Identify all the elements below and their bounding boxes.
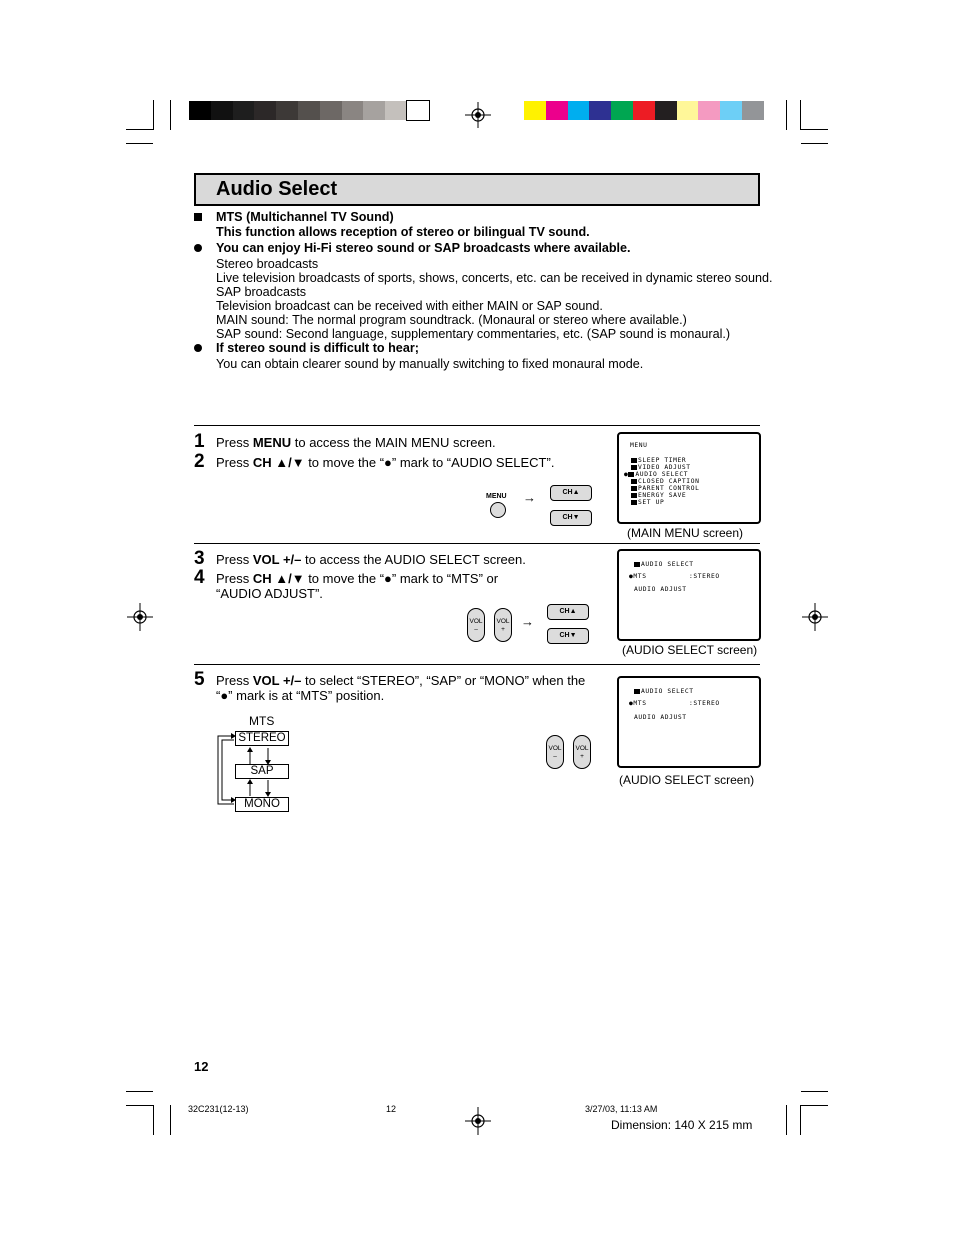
- color-swatch: [189, 101, 211, 120]
- menu-item-icon: [631, 500, 637, 505]
- mts-row: ●MTS: [629, 573, 647, 580]
- intro-line: Television broadcast can be received with either MAIN or SAP sound.: [216, 299, 603, 313]
- color-swatch: [546, 101, 568, 120]
- mts-value: :STEREO: [689, 573, 720, 580]
- color-swatch: [742, 101, 764, 120]
- step-text-continued: “AUDIO ADJUST”.: [216, 586, 323, 601]
- registration-mark-right-icon: [800, 603, 830, 631]
- registration-mark-left-icon: [125, 603, 155, 631]
- color-swatch: [524, 101, 546, 120]
- menu-item: SET UP: [631, 499, 664, 506]
- menu-item-icon: [631, 486, 637, 491]
- color-swatch: [233, 101, 255, 120]
- menu-item: ENERGY SAVE: [631, 492, 686, 499]
- registration-mark-bottom-icon: [463, 1107, 493, 1135]
- color-swatch: [655, 101, 677, 120]
- step-number: 1: [194, 431, 205, 452]
- registration-mark-top-icon: [463, 102, 493, 128]
- intro-line: Stereo broadcasts: [216, 257, 319, 271]
- main-menu-screen: [617, 432, 761, 524]
- arrow-right-icon: →: [523, 490, 536, 505]
- audio-icon: [634, 689, 640, 694]
- color-swatch: [589, 101, 611, 120]
- screen-title: MENU: [630, 442, 648, 449]
- menu-item-icon: [631, 465, 637, 470]
- audio-icon: [634, 562, 640, 567]
- step-number: 5: [194, 669, 205, 690]
- color-swatch: [276, 101, 298, 120]
- menu-button[interactable]: [490, 502, 506, 518]
- footer-center-number: 12: [386, 1104, 397, 1114]
- color-swatch: [633, 101, 655, 120]
- color-swatch: [568, 101, 590, 120]
- main-menu-caption: (MAIN MENU screen): [627, 526, 744, 540]
- mts-option-sap: SAP: [235, 764, 289, 779]
- dot-bullet-icon: [194, 244, 202, 252]
- page-title-box: [194, 173, 760, 206]
- menu-item: PARENT CONTROL: [631, 485, 699, 492]
- mts-description: This function allows reception of stereo or bilingual TV sound.: [216, 225, 590, 239]
- audio-select-screen: [617, 549, 761, 641]
- color-swatch: [320, 101, 342, 120]
- color-swatch: [698, 101, 720, 120]
- menu-item-selected: ● AUDIO SELECT: [624, 471, 689, 478]
- screen-title: AUDIO SELECT: [634, 561, 694, 568]
- screen-title: AUDIO SELECT: [634, 688, 694, 695]
- step-text: Press MENU to access the MAIN MENU screen.: [216, 435, 496, 450]
- color-swatch: [298, 101, 320, 120]
- selection-dot-icon: ●: [624, 471, 629, 478]
- vol-minus-button[interactable]: VOL –: [467, 608, 485, 642]
- color-swatch: [407, 101, 429, 120]
- ch-up-button[interactable]: CH▲: [547, 604, 589, 620]
- step-text: Press VOL +/– to access the AUDIO SELECT screen.: [216, 552, 526, 567]
- color-swatch: [254, 101, 276, 120]
- color-swatch: [611, 101, 633, 120]
- file-code: 32C231(12-13): [188, 1104, 249, 1114]
- dot-bullet-icon: [194, 344, 202, 352]
- step-number: 3: [194, 548, 205, 569]
- section-divider: [194, 425, 760, 426]
- step-number: 2: [194, 451, 205, 472]
- mts-cycle-arrows-icon: [212, 732, 292, 812]
- ch-down-button[interactable]: CH▼: [547, 628, 589, 644]
- step-number: 4: [194, 567, 205, 588]
- ch-up-button[interactable]: CH▲: [550, 485, 592, 501]
- audio-select-caption: (AUDIO SELECT screen): [619, 773, 755, 787]
- mts-heading: MTS (Multichannel TV Sound): [216, 210, 394, 224]
- menu-item: CLOSED CAPTION: [631, 478, 699, 485]
- step-text: Press CH ▲/▼ to move the “●” mark to “AUDIO SELECT”.: [216, 455, 555, 470]
- section-divider: [194, 664, 760, 665]
- step-text: Press CH ▲/▼ to move the “●” mark to “MTS” or: [216, 571, 499, 586]
- intro-line: SAP sound: Second language, supplementary commentaries, etc. (SAP sound is monaural.): [216, 327, 731, 341]
- difficult-description: You can obtain clearer sound by manually switching to fixed monaural mode.: [216, 357, 644, 371]
- menu-button-label: MENU: [486, 493, 507, 500]
- color-swatch: [211, 101, 233, 120]
- step-text-continued: “●” mark is at “MTS” position.: [216, 688, 385, 703]
- ch-down-button[interactable]: CH▼: [550, 510, 592, 526]
- audio-select-screen: [617, 676, 761, 768]
- arrow-right-icon: →: [521, 614, 534, 629]
- menu-item: VIDEO ADJUST: [631, 464, 691, 471]
- menu-item-icon: [631, 479, 637, 484]
- dimension-text: Dimension: 140 X 215 mm: [611, 1118, 753, 1132]
- menu-item-icon: [628, 472, 634, 477]
- difficult-bullet-text: If stereo sound is difficult to hear;: [216, 341, 419, 355]
- menu-item: SLEEP TIMER: [631, 457, 686, 464]
- color-swatch: [720, 101, 742, 120]
- intro-line: Live television broadcasts of sports, shows, concerts, etc. can be received in dynamic stereo sound.: [216, 271, 773, 285]
- intro-line: MAIN sound: The normal program soundtrack. (Monaural or stereo where available.): [216, 313, 687, 327]
- color-swatch: [677, 101, 699, 120]
- mts-value: :STEREO: [689, 700, 720, 707]
- vol-minus-button[interactable]: VOL –: [546, 735, 564, 769]
- section-divider: [194, 543, 760, 544]
- page-title: Audio Select: [216, 178, 338, 200]
- step-text: Press VOL +/– to select “STEREO”, “SAP” or “MONO” when the: [216, 673, 586, 688]
- page-number: 12: [194, 1059, 209, 1074]
- selection-dot-icon: ●: [629, 573, 634, 580]
- mts-option-stereo: STEREO: [235, 731, 289, 746]
- timestamp: 3/27/03, 11:13 AM: [585, 1104, 658, 1114]
- selection-dot-icon: ●: [629, 700, 634, 707]
- mts-diagram-label: MTS: [249, 714, 275, 728]
- color-swatch: [363, 101, 385, 120]
- vol-plus-button[interactable]: VOL +: [494, 608, 512, 642]
- hifi-bullet-text: You can enjoy Hi-Fi stereo sound or SAP broadcasts where available.: [216, 241, 631, 255]
- color-swatch: [385, 101, 407, 120]
- intro-line: SAP broadcasts: [216, 285, 307, 299]
- menu-item-icon: [631, 458, 637, 463]
- audio-select-caption: (AUDIO SELECT screen): [622, 643, 758, 657]
- square-bullet-icon: [194, 213, 202, 221]
- mts-option-mono: MONO: [235, 797, 289, 812]
- menu-item-icon: [631, 493, 637, 498]
- mts-row: ●MTS: [629, 700, 647, 707]
- audio-adjust-row: AUDIO ADJUST: [634, 586, 687, 593]
- color-swatch: [342, 101, 364, 120]
- vol-plus-button[interactable]: VOL +: [573, 735, 591, 769]
- audio-adjust-row: AUDIO ADJUST: [634, 714, 687, 721]
